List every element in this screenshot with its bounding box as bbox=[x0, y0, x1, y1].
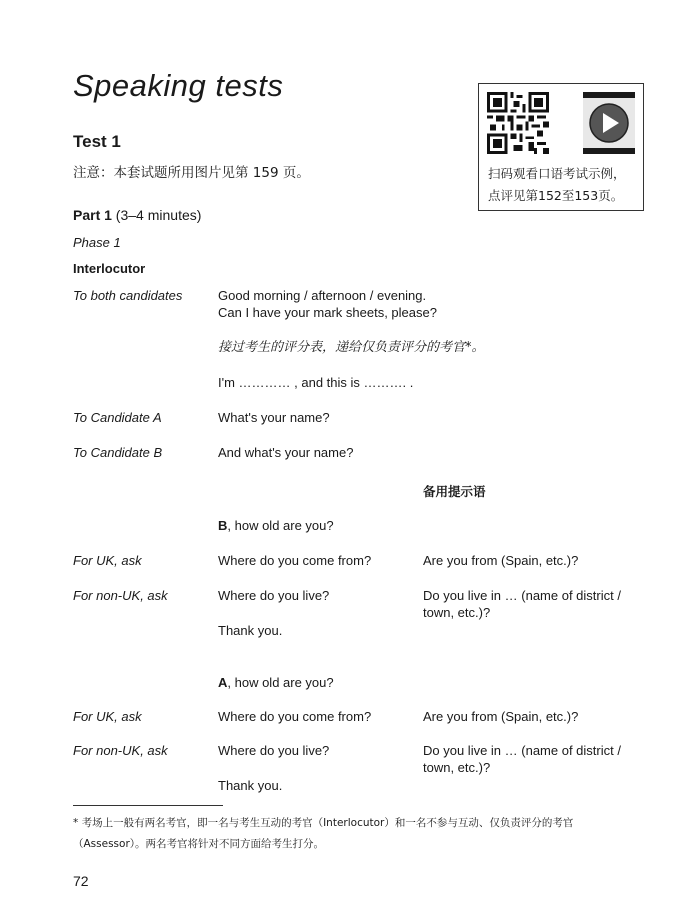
non-uk-ask-label: For non-UK, ask bbox=[73, 588, 168, 603]
footnote-line1: * 考场上一般有两名考官，即一名与考生互动的考官（Interlocutor）和一名不参与互动、仅负责评分的考官 bbox=[73, 817, 574, 829]
to-candidate-b-question: And what's your name? bbox=[218, 445, 354, 460]
footnote-rule bbox=[73, 805, 223, 806]
part-label: Part 1 bbox=[73, 207, 112, 223]
uk-question: Where do you come from? bbox=[218, 553, 372, 568]
uk-question: Where do you come from? bbox=[218, 709, 372, 724]
page-title: Speaking tests bbox=[73, 68, 284, 103]
uk-ask-label: For UK, ask bbox=[73, 709, 142, 724]
intro-line: I'm ………… , and this is ………. . bbox=[218, 375, 414, 390]
greeting-line2: Can I have your mark sheets, please? bbox=[218, 305, 437, 320]
non-uk-alternative-line2: town, etc.)? bbox=[423, 760, 491, 775]
to-both-label: To both candidates bbox=[73, 288, 183, 303]
qr-caption-line1: 扫码观看口语考试示例， bbox=[488, 166, 626, 181]
backup-prompts-heading: 备用提示语 bbox=[423, 484, 486, 499]
candidate-a-name: A bbox=[218, 675, 228, 690]
b-age-question bbox=[218, 517, 334, 534]
non-uk-question: Where do you live? bbox=[218, 588, 330, 603]
a-age-question-text: , how old are you? bbox=[227, 675, 334, 690]
non-uk-alternative-line2: town, etc.)? bbox=[423, 605, 491, 620]
thank-you: Thank you. bbox=[218, 623, 283, 638]
uk-alternative: Are you from (Spain, etc.)? bbox=[423, 553, 579, 568]
page-note: 注意：本套试题所用图片见第 159 页。 bbox=[73, 165, 310, 181]
b-age-question-text: , how old are you? bbox=[227, 518, 334, 533]
to-candidate-a-label: To Candidate A bbox=[73, 410, 162, 425]
candidate-b-name: B bbox=[218, 518, 228, 533]
footnote-line2: （Assessor）。两名考官将针对不同方面给考生打分。 bbox=[73, 838, 325, 850]
non-uk-ask-label: For non-UK, ask bbox=[73, 743, 168, 758]
qr-code-icon[interactable] bbox=[487, 92, 549, 154]
page-number: 72 bbox=[73, 873, 89, 889]
phase-label: Phase 1 bbox=[73, 235, 121, 250]
uk-ask-label: For UK, ask bbox=[73, 553, 142, 568]
to-candidate-a-question: What's your name? bbox=[218, 410, 330, 425]
cn-instruction: 接过考生的评分表，递给仅负责评分的考官*。 bbox=[218, 340, 485, 355]
qr-box bbox=[478, 83, 644, 211]
non-uk-alternative-line1: Do you live in … (name of district / bbox=[423, 588, 621, 603]
part-duration: (3–4 minutes) bbox=[111, 207, 202, 223]
uk-alternative: Are you from (Spain, etc.)? bbox=[423, 709, 579, 724]
interlocutor-heading: Interlocutor bbox=[73, 261, 146, 276]
part-heading bbox=[73, 207, 201, 223]
non-uk-alternative-line1: Do you live in … (name of district / bbox=[423, 743, 621, 758]
non-uk-question: Where do you live? bbox=[218, 743, 330, 758]
test-title: Test 1 bbox=[73, 132, 121, 151]
to-candidate-b-label: To Candidate B bbox=[73, 445, 163, 460]
a-age-question bbox=[218, 674, 334, 691]
thank-you: Thank you. bbox=[218, 778, 283, 793]
video-play-icon[interactable] bbox=[583, 92, 635, 154]
qr-caption-line2: 点评见第152至153页。 bbox=[488, 188, 624, 203]
greeting-line1: Good morning / afternoon / evening. bbox=[218, 288, 427, 303]
